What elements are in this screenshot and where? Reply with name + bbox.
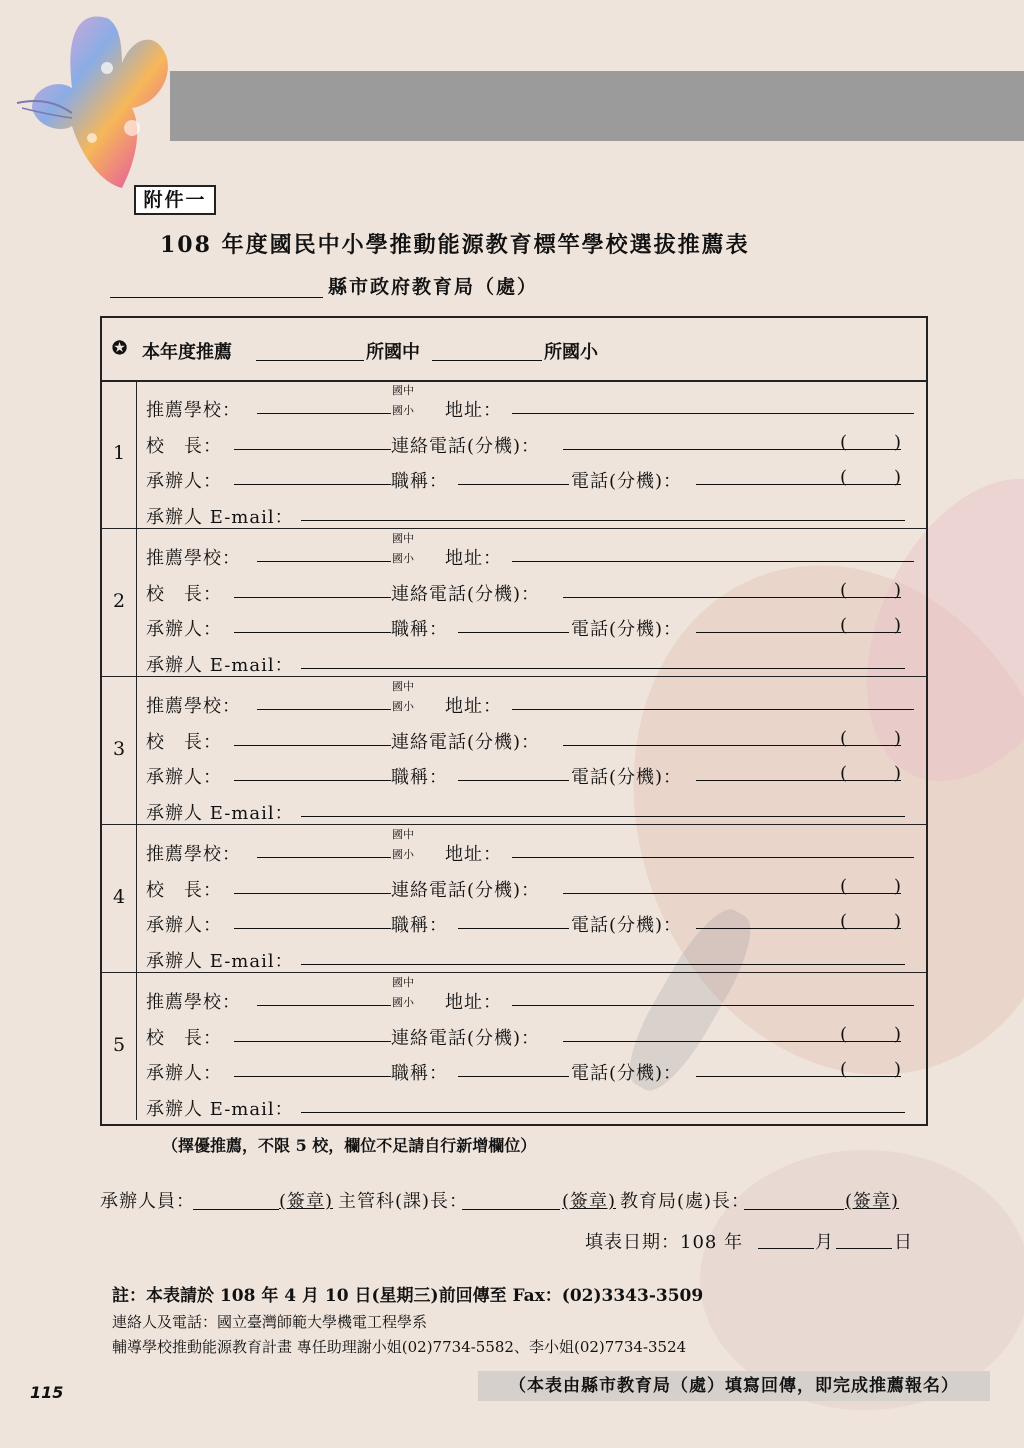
contact-phone-input[interactable] <box>563 597 901 598</box>
footer-note: （本表由縣市教育局（處）填寫回傳，即完成推薦報名） <box>478 1371 990 1401</box>
section-number: 2 <box>112 590 126 612</box>
email-label: 承辦人 E-mail： <box>146 1099 294 1120</box>
email-label: 承辦人 E-mail： <box>146 951 294 972</box>
principal-input[interactable] <box>234 745 391 746</box>
school-input[interactable] <box>257 561 391 562</box>
paren-close: ) <box>894 1059 903 1080</box>
phone-input[interactable] <box>696 1076 901 1077</box>
junior-option[interactable]: 國中 <box>392 680 414 693</box>
primary-option[interactable]: 國小 <box>392 552 414 565</box>
paren-open: ( <box>840 1024 849 1045</box>
contact-phone-label: 連絡電話(分機)： <box>391 584 541 605</box>
star-icon: ✪ <box>112 338 128 359</box>
section-number-cell <box>102 528 137 676</box>
butterfly-logo-icon <box>12 8 192 198</box>
principal-label: 校 長： <box>146 732 222 753</box>
school-label: 推薦學校： <box>146 844 241 865</box>
section-number-cell <box>102 824 137 972</box>
day-blank[interactable] <box>836 1248 892 1249</box>
contact-phone-label: 連絡電話(分機)： <box>391 436 541 457</box>
paren-open: ( <box>840 580 849 601</box>
organizer-input[interactable] <box>234 484 391 485</box>
paren-close: ) <box>894 432 903 453</box>
junior-option[interactable]: 國中 <box>392 828 414 841</box>
month-blank[interactable] <box>758 1248 814 1249</box>
section-number-cell <box>102 972 137 1120</box>
email-label: 承辦人 E-mail： <box>146 803 294 824</box>
header-bar <box>170 71 1024 141</box>
job-title-label: 職稱： <box>391 915 448 936</box>
paren-close: ) <box>894 467 903 488</box>
organizer-input[interactable] <box>234 632 391 633</box>
staff-signature-blank[interactable] <box>193 1209 279 1210</box>
primary-option[interactable]: 國小 <box>392 848 414 861</box>
phone-input[interactable] <box>696 780 901 781</box>
job-title-label: 職稱： <box>391 1063 448 1084</box>
paren-open: ( <box>840 763 849 784</box>
address-input[interactable] <box>512 413 914 414</box>
school-label: 推薦學校： <box>146 400 241 421</box>
month-label: 月 <box>815 1232 834 1253</box>
section-number: 3 <box>112 738 126 760</box>
page-number: 115 <box>30 1383 64 1402</box>
phone-label: 電話(分機)： <box>571 619 683 640</box>
phone-label: 電話(分機)： <box>571 471 683 492</box>
address-input[interactable] <box>512 1005 914 1006</box>
header-junior-label: 所國中 <box>366 342 420 363</box>
paren-open: ( <box>840 432 849 453</box>
staff-label: 承辦人員： <box>100 1191 195 1212</box>
email-input[interactable] <box>301 668 905 669</box>
school-input[interactable] <box>257 1005 391 1006</box>
paren-close: ) <box>894 580 903 601</box>
principal-label: 校 長： <box>146 1028 222 1049</box>
organizer-input[interactable] <box>234 1076 391 1077</box>
school-label: 推薦學校： <box>146 548 241 569</box>
job-title-label: 職稱： <box>391 619 448 640</box>
contact-phone-label: 連絡電話(分機)： <box>391 880 541 901</box>
assistant-note: 輔導學校推動能源教育計畫 專任助理謝小姐(02)7734-5582、李小姐(02)7734-3524 <box>112 1338 687 1356</box>
phone-label: 電話(分機)： <box>571 1063 683 1084</box>
address-label: 地址： <box>445 696 502 717</box>
paren-open: ( <box>840 876 849 897</box>
junior-option[interactable]: 國中 <box>392 976 414 989</box>
day-label: 日 <box>894 1232 913 1253</box>
section-number-cell <box>102 380 137 528</box>
job-title-label: 職稱： <box>391 471 448 492</box>
email-label: 承辦人 E-mail： <box>146 507 294 528</box>
paren-close: ) <box>894 876 903 897</box>
primary-option[interactable]: 國小 <box>392 700 414 713</box>
principal-input[interactable] <box>234 449 391 450</box>
school-section <box>102 676 926 825</box>
paren-close: ) <box>894 728 903 749</box>
email-input[interactable] <box>301 1112 905 1113</box>
email-input[interactable] <box>301 964 905 965</box>
address-input[interactable] <box>512 709 914 710</box>
principal-input[interactable] <box>234 893 391 894</box>
chief-label: 主管科(課)長： <box>338 1191 469 1212</box>
staff-sign-label: (簽章) <box>279 1191 334 1212</box>
organizer-label: 承辦人： <box>146 619 222 640</box>
address-label: 地址： <box>445 548 502 569</box>
header-label: 本年度推薦 <box>142 342 232 363</box>
form-header-row <box>102 318 926 382</box>
address-label: 地址： <box>445 844 502 865</box>
primary-option[interactable]: 國小 <box>392 996 414 1009</box>
school-label: 推薦學校： <box>146 696 241 717</box>
school-input[interactable] <box>257 857 391 858</box>
phone-input[interactable] <box>696 928 901 929</box>
contact-note: 連絡人及電話：國立臺灣師範大學機電工程學系 <box>112 1313 428 1331</box>
deadline-note: 註：本表請於 108 年 4 月 10 日(星期三)前回傳至 Fax：(02)3343-3509 <box>112 1286 704 1306</box>
paren-close: ) <box>894 763 903 784</box>
primary-option[interactable]: 國小 <box>392 404 414 417</box>
date-label: 填表日期：108 年 <box>585 1232 744 1253</box>
paren-open: ( <box>840 728 849 749</box>
address-input[interactable] <box>512 561 914 562</box>
junior-option[interactable]: 國中 <box>392 532 414 545</box>
school-section <box>102 380 926 529</box>
form-title: 108 年度國民中小學推動能源教育標竿學校選拔推薦表 <box>160 232 750 258</box>
paren-close: ) <box>894 1024 903 1045</box>
job-title-input[interactable] <box>458 1076 569 1077</box>
school-section <box>102 528 926 677</box>
principal-input[interactable] <box>234 597 391 598</box>
primary-count-blank[interactable] <box>432 360 542 361</box>
phone-label: 電話(分機)： <box>571 915 683 936</box>
junior-option[interactable]: 國中 <box>392 384 414 397</box>
job-title-label: 職稱： <box>391 767 448 788</box>
director-signature-blank[interactable] <box>744 1209 844 1210</box>
chief-sign-label: (簽章) <box>562 1191 617 1212</box>
table-note: （擇優推薦，不限 5 校，欄位不足請自行新增欄位） <box>162 1136 537 1155</box>
address-label: 地址： <box>445 992 502 1013</box>
principal-label: 校 長： <box>146 880 222 901</box>
contact-phone-label: 連絡電話(分機)： <box>391 732 541 753</box>
header-primary-label: 所國小 <box>544 342 598 363</box>
job-title-input[interactable] <box>458 484 569 485</box>
recommendation-form <box>100 316 928 1126</box>
director-sign-label: (簽章) <box>845 1191 900 1212</box>
school-label: 推薦學校： <box>146 992 241 1013</box>
organizer-input[interactable] <box>234 780 391 781</box>
school-section <box>102 972 926 1120</box>
principal-input[interactable] <box>234 1041 391 1042</box>
school-input[interactable] <box>257 413 391 414</box>
section-number-cell <box>102 676 137 824</box>
chief-signature-blank[interactable] <box>462 1209 560 1210</box>
contact-phone-label: 連絡電話(分機)： <box>391 1028 541 1049</box>
phone-input[interactable] <box>696 632 901 633</box>
contact-phone-input[interactable] <box>563 745 901 746</box>
organizer-label: 承辦人： <box>146 1063 222 1084</box>
school-section <box>102 824 926 973</box>
school-input[interactable] <box>257 709 391 710</box>
paren-close: ) <box>894 911 903 932</box>
job-title-input[interactable] <box>458 928 569 929</box>
attachment-label: 附件一 <box>134 185 216 215</box>
paren-open: ( <box>840 467 849 488</box>
junior-count-blank[interactable] <box>256 360 364 361</box>
director-label: 教育局(處)長： <box>620 1191 751 1212</box>
contact-phone-input[interactable] <box>563 893 901 894</box>
paren-open: ( <box>840 911 849 932</box>
county-blank[interactable] <box>110 297 323 298</box>
email-label: 承辦人 E-mail： <box>146 655 294 676</box>
contact-phone-input[interactable] <box>563 1041 901 1042</box>
section-number: 5 <box>112 1034 126 1056</box>
job-title-input[interactable] <box>458 780 569 781</box>
contact-phone-input[interactable] <box>563 449 901 450</box>
phone-label: 電話(分機)： <box>571 767 683 788</box>
principal-label: 校 長： <box>146 584 222 605</box>
organizer-label: 承辦人： <box>146 767 222 788</box>
job-title-input[interactable] <box>458 632 569 633</box>
organizer-label: 承辦人： <box>146 471 222 492</box>
address-label: 地址： <box>445 400 502 421</box>
section-number: 1 <box>112 442 126 464</box>
paren-close: ) <box>894 615 903 636</box>
section-number: 4 <box>112 886 126 908</box>
email-input[interactable] <box>301 816 905 817</box>
address-input[interactable] <box>512 857 914 858</box>
paren-open: ( <box>840 615 849 636</box>
principal-label: 校 長： <box>146 436 222 457</box>
paren-open: ( <box>840 1059 849 1080</box>
email-input[interactable] <box>301 520 905 521</box>
organizer-label: 承辦人： <box>146 915 222 936</box>
phone-input[interactable] <box>696 484 901 485</box>
form-subtitle: 縣市政府教育局（處） <box>328 276 539 298</box>
organizer-input[interactable] <box>234 928 391 929</box>
